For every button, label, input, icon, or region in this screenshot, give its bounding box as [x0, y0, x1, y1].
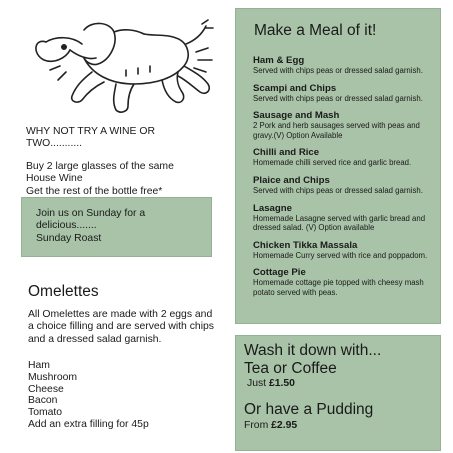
filling-item: Mushroom — [28, 371, 78, 383]
meal-item-name: Plaice and Chips — [253, 175, 330, 187]
omelettes-description: All Omelettes are made with 2 eggs and a choice filling and are served with chips and a dressed salad garnish. — [28, 309, 214, 345]
meal-item-name: Chicken Tikka Massala — [253, 239, 358, 251]
filling-item: Tomato — [28, 407, 63, 419]
meal-item-desc: Served with chips peas or dressed salad garnish. — [253, 66, 423, 75]
meal-item — [253, 55, 437, 75]
meal-item-desc: 2 Pork and herb sausages served with peas and gravy.(V) Option Available — [253, 121, 420, 140]
filling-item: Cheese — [28, 383, 64, 395]
meal-item-name: Lasagne — [253, 202, 292, 214]
sunday-line: Sunday Roast — [36, 232, 102, 244]
meal-item-desc: Homemade cottage pie topped with cheesy mash potato served with peas. — [253, 278, 424, 297]
tea-coffee-price — [247, 378, 295, 389]
make-a-meal-panel — [235, 8, 441, 324]
price-prefix: Just — [247, 378, 267, 389]
elephant-icon — [26, 14, 222, 126]
meal-item-name: Ham & Egg — [253, 55, 305, 66]
omelettes-fillings — [28, 360, 149, 431]
filling-item: Ham — [28, 360, 50, 371]
wine-offer-line: Buy 2 large glasses of the same — [26, 160, 174, 172]
sunday-line: Join us on Sunday for a — [36, 208, 146, 219]
drinks-pudding-panel — [235, 335, 441, 451]
meal-item-list — [253, 55, 437, 304]
meal-item — [253, 83, 437, 103]
meal-item-name: Scampi and Chips — [253, 82, 337, 94]
elephant-illustration — [26, 14, 222, 126]
pudding-price — [244, 420, 297, 431]
meal-item-desc: Homemade Lasagne served with garlic bread and dressed salad. (V) Option available — [253, 213, 426, 232]
meal-item — [253, 147, 437, 167]
omelettes-title: Omelettes — [28, 283, 99, 300]
meal-item — [253, 203, 437, 232]
pudding-heading: Or have a Pudding — [244, 401, 374, 418]
wine-offer-line: Get the rest of the bottle free* — [26, 185, 163, 197]
meal-item — [253, 240, 437, 260]
wine-offer-line: WHY NOT TRY A WINE OR — [26, 126, 155, 137]
filling-item: Bacon — [28, 395, 58, 407]
meal-item-desc: Served with chips peas or dressed salad garnish. — [253, 93, 423, 103]
tea-coffee-heading: Tea or Coffee — [244, 360, 337, 377]
meal-item-desc: Served with chips peas or dressed salad garnish. — [253, 186, 423, 196]
wine-offer — [26, 126, 216, 198]
price-value: £1.50 — [268, 378, 295, 389]
meal-item — [253, 110, 437, 139]
wine-offer-line: TWO........... — [26, 138, 82, 150]
sunday-roast-box — [21, 197, 212, 257]
wine-offer-line: House Wine — [26, 173, 83, 185]
price-value: £2.95 — [271, 420, 298, 431]
meal-item — [253, 175, 437, 195]
price-prefix: From — [244, 420, 269, 431]
meal-item-desc: Homemade Curry served with rice and poppadom. — [253, 250, 428, 260]
meal-panel-title: Make a Meal of it! — [254, 22, 377, 39]
meal-item-name: Sausage and Mash — [253, 110, 340, 122]
meal-item-name: Chilli and Rice — [253, 147, 320, 159]
sunday-line: delicious....... — [36, 220, 97, 232]
extra-filling-note: Add an extra filling for 45p — [28, 418, 149, 430]
wash-heading: Wash it down with... — [244, 342, 382, 359]
meal-item — [253, 267, 437, 296]
meal-item-desc: Homemade chilli served rice and garlic bread. — [253, 158, 412, 168]
meal-item-name: Cottage Pie — [253, 267, 306, 279]
